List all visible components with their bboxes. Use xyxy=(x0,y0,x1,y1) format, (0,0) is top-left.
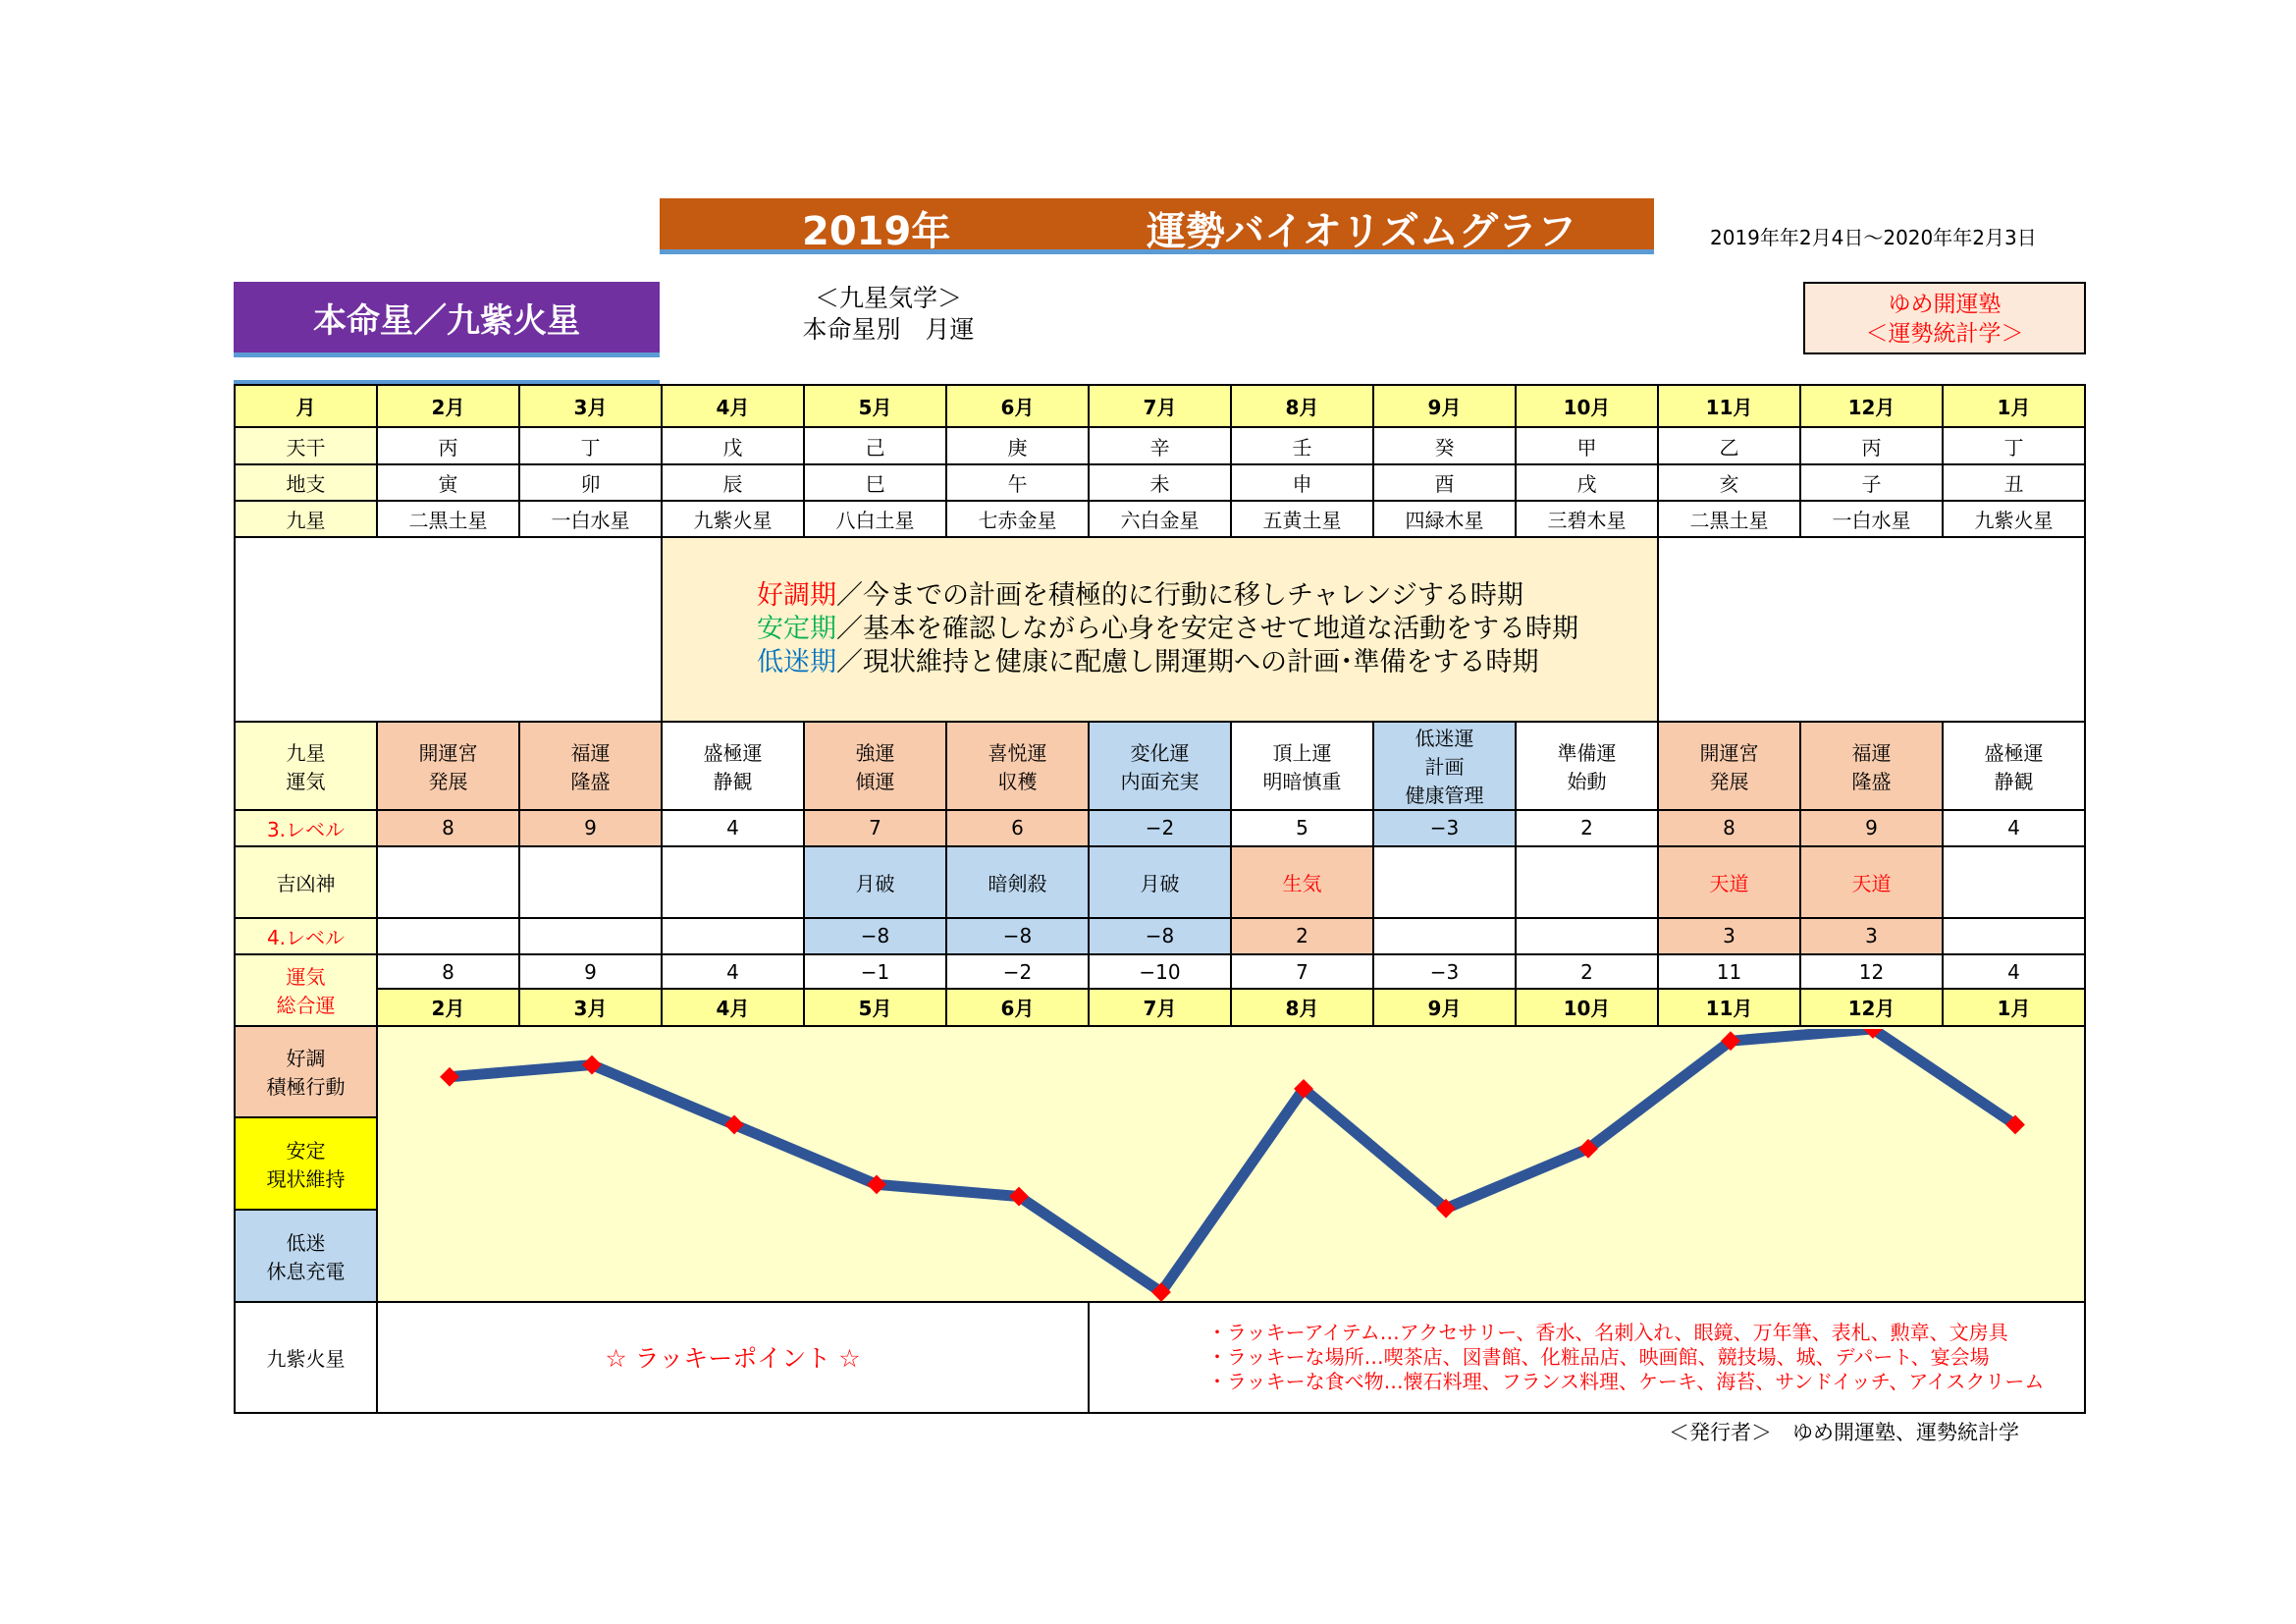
publisher-line-1: ゆめ開運塾 xyxy=(1888,292,2002,317)
month-cell: 3月 xyxy=(519,385,662,427)
month-cell: 4月 xyxy=(662,385,804,427)
month-cell: 12月 xyxy=(1800,385,1943,427)
level3-cell: 9 xyxy=(519,810,662,846)
legend-stable xyxy=(757,613,1657,646)
chishi-cell: 亥 xyxy=(1658,464,1800,501)
chishi-cell: 子 xyxy=(1800,464,1943,501)
kyusei-row xyxy=(235,501,2085,537)
row-label-tenkan: 天干 xyxy=(235,427,377,463)
chishi-cell: 戌 xyxy=(1516,464,1658,501)
tenkan-cell: 乙 xyxy=(1658,427,1800,463)
level3-cell: −3 xyxy=(1373,810,1516,846)
biorhythm-line-chart xyxy=(378,1029,2086,1304)
kyusei-cell: 六白金星 xyxy=(1089,501,1231,537)
kichikyo-cell: 生気 xyxy=(1231,846,1373,918)
tenkan-cell: 丁 xyxy=(519,427,662,463)
row-label-sougou: 運気 総合運 xyxy=(235,954,377,1026)
month-cell: 7月 xyxy=(1089,989,1231,1025)
legend-stable-text: ／基本を確認しながら心身を安定させて地道な活動をする時期 xyxy=(836,614,1578,645)
kyusei-cell: 九紫火星 xyxy=(1943,501,2085,537)
kichikyo-cell xyxy=(1943,846,2085,918)
month-cell: 5月 xyxy=(804,989,946,1025)
zone-label-stable: 安定 現状維持 xyxy=(235,1117,377,1210)
sougou-cell: 4 xyxy=(1943,954,2085,989)
kyusei-cell: 七赤金星 xyxy=(946,501,1089,537)
kichikyo-cell: 暗剣殺 xyxy=(946,846,1089,918)
month-cell: 10月 xyxy=(1516,385,1658,427)
kiun-cell: 開運宮 発展 xyxy=(377,722,519,810)
chishi-row xyxy=(235,464,2085,501)
kichikyo-cell: 月破 xyxy=(1089,846,1231,918)
lucky-foods: ・ラッキーな食べ物…懐石料理、フランス料理、ケーキ、海苔、サンドイッチ、アイスクリーム xyxy=(1207,1369,2045,1393)
zone-label-good: 好調 積極行動 xyxy=(235,1026,377,1118)
month-cell: 2月 xyxy=(377,385,519,427)
kichikyo-cell: 月破 xyxy=(804,846,946,918)
legend-blank-left xyxy=(235,537,662,722)
kiun-cell: 開運宮 発展 xyxy=(1658,722,1800,810)
tenkan-cell: 癸 xyxy=(1373,427,1516,463)
lucky-row xyxy=(235,1302,2085,1413)
legend-row xyxy=(235,537,2085,722)
level4-cell: 3 xyxy=(1658,918,1800,954)
sougou-cell: −1 xyxy=(804,954,946,989)
tenkan-cell: 壬 xyxy=(1231,427,1373,463)
level3-cell: 9 xyxy=(1800,810,1943,846)
title-year: 2019年 xyxy=(802,209,951,254)
honmeisei-box: 本命星／九紫火星 xyxy=(234,282,660,357)
month-cell: 9月 xyxy=(1373,989,1516,1025)
level4-cell xyxy=(1516,918,1658,954)
kichikyo-cell xyxy=(519,846,662,918)
chishi-cell: 酉 xyxy=(1373,464,1516,501)
sougou-cell: 9 xyxy=(519,954,662,989)
legend-good-text: ／今までの計画を積極的に行動に移しチャレンジする時期 xyxy=(836,580,1523,612)
lucky-places: ・ラッキーな場所…喫茶店、図書館、化粧品店、映画館、競技場、城、デパート、宴会場 xyxy=(1207,1344,1990,1369)
level4-cell: −8 xyxy=(1089,918,1231,954)
legend-blank-right xyxy=(1658,537,2085,722)
month-cell: 6月 xyxy=(946,989,1089,1025)
level3-row xyxy=(235,810,2085,846)
tenkan-cell: 辛 xyxy=(1089,427,1231,463)
row-label-level3: 3.レベル xyxy=(235,810,377,846)
month-cell: 8月 xyxy=(1231,385,1373,427)
month-cell: 8月 xyxy=(1231,989,1373,1025)
level3-cell: 8 xyxy=(377,810,519,846)
level4-cell: −8 xyxy=(804,918,946,954)
level4-row xyxy=(235,918,2085,954)
legend-stable-term: 安定期 xyxy=(757,614,836,645)
lucky-list xyxy=(1089,1302,2085,1413)
month-cell: 1月 xyxy=(1943,385,2085,427)
kichikyo-row xyxy=(235,846,2085,918)
publisher-box xyxy=(1803,282,2086,354)
month-cell: 5月 xyxy=(804,385,946,427)
tenkan-cell: 丙 xyxy=(377,427,519,463)
sougou-cell: 7 xyxy=(1231,954,1373,989)
tenkan-cell: 己 xyxy=(804,427,946,463)
tenkan-row xyxy=(235,427,2085,463)
month-cell: 11月 xyxy=(1658,989,1800,1025)
publisher-line-2: ＜運勢統計学＞ xyxy=(1865,321,2024,347)
sougou-cell: 4 xyxy=(662,954,804,989)
tenkan-cell: 丙 xyxy=(1800,427,1943,463)
tenkan-cell: 庚 xyxy=(946,427,1089,463)
chishi-cell: 未 xyxy=(1089,464,1231,501)
kichikyo-cell xyxy=(1373,846,1516,918)
month-cell: 11月 xyxy=(1658,385,1800,427)
sougou-cell: 8 xyxy=(377,954,519,989)
kiun-cell: 盛極運 静観 xyxy=(662,722,804,810)
month-cell: 9月 xyxy=(1373,385,1516,427)
level3-cell: 7 xyxy=(804,810,946,846)
chishi-cell: 卯 xyxy=(519,464,662,501)
sougou-cell: −2 xyxy=(946,954,1089,989)
chishi-cell: 丑 xyxy=(1943,464,2085,501)
month-cell: 12月 xyxy=(1800,989,1943,1025)
zone-label-low: 低迷 休息充電 xyxy=(235,1210,377,1302)
month-row-2 xyxy=(235,989,2085,1025)
legend-low-text: ／現状維持と健康に配慮し開運期への計画･準備をする時期 xyxy=(836,647,1539,678)
kichikyo-cell xyxy=(662,846,804,918)
sougou-cell: −3 xyxy=(1373,954,1516,989)
month-row xyxy=(235,385,2085,427)
month-cell: 2月 xyxy=(377,989,519,1025)
level4-cell xyxy=(1943,918,2085,954)
series-line xyxy=(450,1029,2015,1292)
month-cell: 6月 xyxy=(946,385,1089,427)
kyusei-cell: 八白土星 xyxy=(804,501,946,537)
subtitle-line-2: 本命星別 月運 xyxy=(802,315,975,344)
kyusei-cell: 二黒土星 xyxy=(1658,501,1800,537)
month-cell: 10月 xyxy=(1516,989,1658,1025)
kiun-cell: 福運 隆盛 xyxy=(519,722,662,810)
row-label-month: 月 xyxy=(235,385,377,427)
kyusei-cell: 四緑木星 xyxy=(1373,501,1516,537)
tenkan-cell: 丁 xyxy=(1943,427,2085,463)
level4-cell: 2 xyxy=(1231,918,1373,954)
kichikyo-cell xyxy=(1516,846,1658,918)
sougou-cell: 11 xyxy=(1658,954,1800,989)
sougou-cell: 2 xyxy=(1516,954,1658,989)
kiun-row xyxy=(235,722,2085,810)
kichikyo-cell: 天道 xyxy=(1800,846,1943,918)
month-cell: 4月 xyxy=(662,989,804,1025)
kiun-cell: 変化運 内面充実 xyxy=(1089,722,1231,810)
level3-cell: 2 xyxy=(1516,810,1658,846)
row-label-kichikyo: 吉凶神 xyxy=(235,846,377,918)
month-cell: 7月 xyxy=(1089,385,1231,427)
chishi-cell: 辰 xyxy=(662,464,804,501)
kiun-cell: 強運 傾運 xyxy=(804,722,946,810)
kiun-cell: 頂上運 明暗慎重 xyxy=(1231,722,1373,810)
month-cell: 3月 xyxy=(519,989,662,1025)
lucky-point-title: ☆ ラッキーポイント ☆ xyxy=(377,1302,1089,1413)
legend-box xyxy=(662,537,1658,722)
row-label-kyusei: 九星 xyxy=(235,501,377,537)
sougou-row xyxy=(235,954,2085,989)
tenkan-cell: 甲 xyxy=(1516,427,1658,463)
level3-cell: 4 xyxy=(662,810,804,846)
title-main: 運勢バイオリズムグラフ xyxy=(1147,209,1576,254)
kiun-cell: 準備運 始動 xyxy=(1516,722,1658,810)
lucky-star-label: 九紫火星 xyxy=(235,1302,377,1413)
kyusei-cell: 二黒土星 xyxy=(377,501,519,537)
row-label-chishi: 地支 xyxy=(235,464,377,501)
footer-publisher: ＜発行者＞ ゆめ開運塾、運勢統計学 xyxy=(1669,1421,2019,1444)
chishi-cell: 巳 xyxy=(804,464,946,501)
level3-cell: 8 xyxy=(1658,810,1800,846)
level4-cell: 3 xyxy=(1800,918,1943,954)
level3-cell: −2 xyxy=(1089,810,1231,846)
level4-cell xyxy=(519,918,662,954)
level4-cell: −8 xyxy=(946,918,1089,954)
date-range: 2019年年2月4日～2020年年2月3日 xyxy=(1710,226,2037,249)
subtitle xyxy=(766,283,1011,346)
sougou-cell: 12 xyxy=(1800,954,1943,989)
sougou-cell: −10 xyxy=(1089,954,1231,989)
kiun-cell: 喜悦運 収穫 xyxy=(946,722,1089,810)
level3-cell: 4 xyxy=(1943,810,2085,846)
level4-cell xyxy=(662,918,804,954)
level4-cell xyxy=(1373,918,1516,954)
kyusei-cell: 一白水星 xyxy=(519,501,662,537)
kyusei-cell: 一白水星 xyxy=(1800,501,1943,537)
kyusei-cell: 三碧木星 xyxy=(1516,501,1658,537)
month-cell: 1月 xyxy=(1943,989,2085,1025)
tenkan-cell: 戊 xyxy=(662,427,804,463)
kiun-cell: 低迷運 計画 健康管理 xyxy=(1373,722,1516,810)
kyusei-cell: 九紫火星 xyxy=(662,501,804,537)
chishi-cell: 申 xyxy=(1231,464,1373,501)
kiun-cell: 福運 隆盛 xyxy=(1800,722,1943,810)
kichikyo-cell: 天道 xyxy=(1658,846,1800,918)
row-label-kiun: 九星 運気 xyxy=(235,722,377,810)
chishi-cell: 午 xyxy=(946,464,1089,501)
level4-cell xyxy=(377,918,519,954)
row-label-level4: 4.レベル xyxy=(235,918,377,954)
legend-low xyxy=(757,646,1657,679)
kyusei-cell: 五黄土星 xyxy=(1231,501,1373,537)
legend-good-term: 好調期 xyxy=(757,580,836,612)
lucky-items: ・ラッキーアイテム…アクセサリー、香水、名刺入れ、眼鏡、万年筆、表札、勲章、文房具 xyxy=(1207,1320,2008,1344)
chishi-cell: 寅 xyxy=(377,464,519,501)
kiun-cell: 盛極運 静観 xyxy=(1943,722,2085,810)
level3-cell: 5 xyxy=(1231,810,1373,846)
legend-good xyxy=(757,579,1657,613)
data-point-marker xyxy=(440,1067,459,1087)
subtitle-line-1: ＜九星気学＞ xyxy=(814,284,962,312)
title-bar xyxy=(660,198,1654,254)
legend-low-term: 低迷期 xyxy=(757,647,836,678)
level3-cell: 6 xyxy=(946,810,1089,846)
kichikyo-cell xyxy=(377,846,519,918)
